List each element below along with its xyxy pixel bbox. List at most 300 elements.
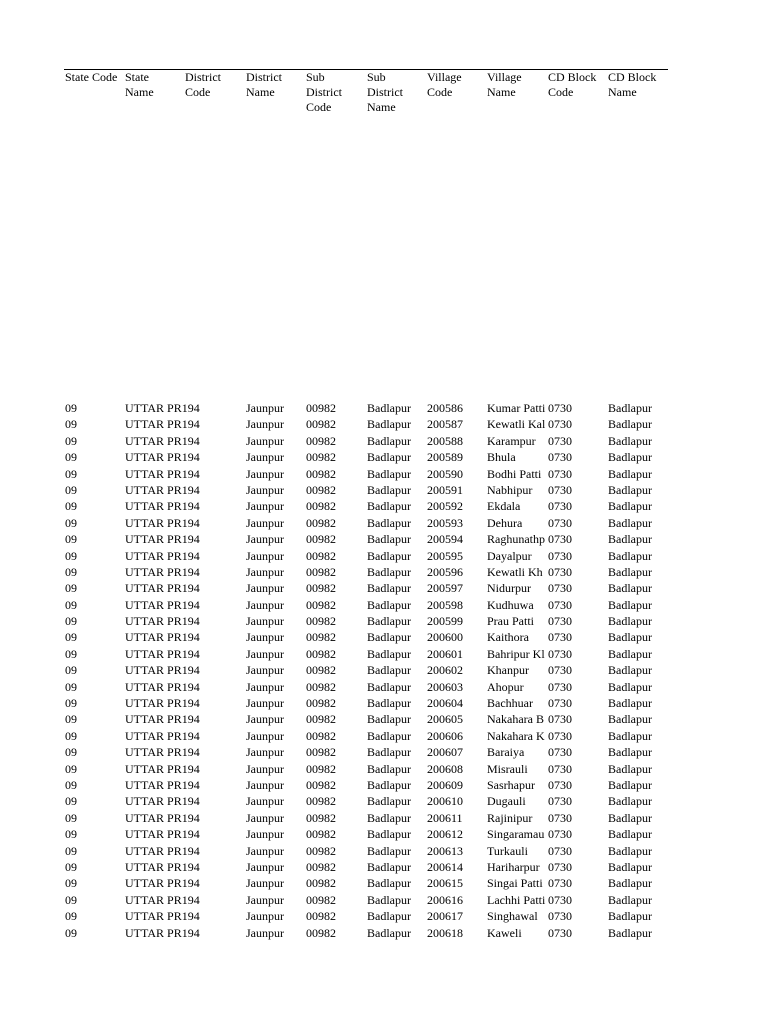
cell-village-code: 200605 bbox=[427, 712, 463, 727]
header-cd-block-code: CD Block Code bbox=[548, 70, 597, 99]
cell-sub-district-name: Badlapur bbox=[367, 646, 411, 661]
cell-state-name-district-code: UTTAR PR194 bbox=[125, 401, 200, 415]
cell-state-code: 09 bbox=[65, 745, 77, 760]
cell-state-code: 09 bbox=[65, 843, 77, 858]
cell-sub-district-code: 00982 bbox=[306, 843, 336, 858]
cell-cd-block-name: Badlapur bbox=[608, 909, 652, 924]
cell-state-name-district-code: UTTAR PR194 bbox=[125, 777, 200, 792]
cell-sub-district-code: 00982 bbox=[306, 712, 336, 727]
cell-village-code: 200602 bbox=[427, 663, 463, 678]
header-village-code: Village Code bbox=[427, 70, 462, 99]
cell-district-name: Jaunpur bbox=[246, 745, 284, 760]
table-row bbox=[0, 400, 768, 416]
cell-sub-district-name: Badlapur bbox=[367, 761, 411, 776]
cell-sub-district-code: 00982 bbox=[306, 827, 336, 842]
cell-cd-block-name: Badlapur bbox=[608, 482, 652, 497]
cell-district-name: Jaunpur bbox=[246, 892, 284, 907]
cell-state-name-district-code: UTTAR PR194 bbox=[125, 515, 200, 530]
cell-cd-block-code: 0730 bbox=[548, 482, 572, 497]
cell-sub-district-name: Badlapur bbox=[367, 482, 411, 497]
cell-cd-block-code: 0730 bbox=[548, 745, 572, 760]
cell-district-name: Jaunpur bbox=[246, 663, 284, 678]
cell-state-code: 09 bbox=[65, 663, 77, 678]
cell-district-name: Jaunpur bbox=[246, 564, 284, 579]
cell-state-name-district-code: UTTAR PR194 bbox=[125, 417, 200, 432]
cell-village-code: 200601 bbox=[427, 646, 463, 661]
cell-district-name: Jaunpur bbox=[246, 433, 284, 448]
cell-village-name: Sasrhapur bbox=[487, 777, 535, 792]
cell-state-code: 09 bbox=[65, 614, 77, 629]
table-row bbox=[0, 564, 768, 580]
cell-sub-district-name: Badlapur bbox=[367, 597, 411, 612]
cell-village-code: 200616 bbox=[427, 892, 463, 907]
cell-cd-block-code: 0730 bbox=[548, 564, 572, 579]
cell-state-name-district-code: UTTAR PR194 bbox=[125, 745, 200, 760]
cell-cd-block-code: 0730 bbox=[548, 794, 572, 809]
cell-village-name: Kaweli bbox=[487, 925, 522, 940]
table-row bbox=[0, 777, 768, 793]
cell-village-name: Singai Patti bbox=[487, 876, 543, 891]
cell-state-code: 09 bbox=[65, 761, 77, 776]
cell-sub-district-code: 00982 bbox=[306, 794, 336, 809]
cell-cd-block-code: 0730 bbox=[548, 728, 572, 743]
table-row bbox=[0, 482, 768, 498]
cell-village-name: Bhula bbox=[487, 450, 516, 465]
table-row bbox=[0, 416, 768, 432]
cell-state-code: 09 bbox=[65, 515, 77, 530]
cell-state-name-district-code: UTTAR PR194 bbox=[125, 597, 200, 612]
cell-cd-block-code: 0730 bbox=[548, 892, 572, 907]
cell-state-name-district-code: UTTAR PR194 bbox=[125, 614, 200, 629]
cell-sub-district-code: 00982 bbox=[306, 728, 336, 743]
cell-cd-block-code: 0730 bbox=[548, 466, 572, 481]
cell-village-code: 200609 bbox=[427, 777, 463, 792]
table-row bbox=[0, 875, 768, 891]
cell-village-name: Kewatli Kh bbox=[487, 564, 543, 579]
cell-state-code: 09 bbox=[65, 401, 77, 415]
cell-village-code: 200618 bbox=[427, 925, 463, 940]
cell-state-name-district-code: UTTAR PR194 bbox=[125, 728, 200, 743]
header-sub-district-code: Sub District Code bbox=[306, 70, 342, 114]
cell-cd-block-name: Badlapur bbox=[608, 433, 652, 448]
cell-state-code: 09 bbox=[65, 646, 77, 661]
cell-state-code: 09 bbox=[65, 581, 77, 596]
cell-sub-district-code: 00982 bbox=[306, 499, 336, 514]
cell-village-code: 200591 bbox=[427, 482, 463, 497]
table-row bbox=[0, 433, 768, 449]
cell-village-code: 200604 bbox=[427, 696, 463, 711]
table-row bbox=[0, 646, 768, 662]
table-row bbox=[0, 613, 768, 629]
cell-sub-district-code: 00982 bbox=[306, 761, 336, 776]
cell-state-name-district-code: UTTAR PR194 bbox=[125, 646, 200, 661]
header-state-code: State Code bbox=[65, 70, 118, 84]
cell-district-name: Jaunpur bbox=[246, 696, 284, 711]
cell-village-name: Baraiya bbox=[487, 745, 525, 760]
cell-sub-district-code: 00982 bbox=[306, 859, 336, 874]
cell-village-name: Turkauli bbox=[487, 843, 528, 858]
cell-sub-district-code: 00982 bbox=[306, 532, 336, 547]
table-body bbox=[0, 400, 768, 941]
cell-cd-block-code: 0730 bbox=[548, 859, 572, 874]
cell-village-name: Bodhi Patti bbox=[487, 466, 542, 481]
cell-cd-block-name: Badlapur bbox=[608, 876, 652, 891]
table-row bbox=[0, 597, 768, 613]
cell-sub-district-code: 00982 bbox=[306, 892, 336, 907]
cell-village-name: Prau Patti bbox=[487, 614, 534, 629]
cell-district-name: Jaunpur bbox=[246, 417, 284, 432]
cell-state-name-district-code: UTTAR PR194 bbox=[125, 433, 200, 448]
cell-cd-block-name: Badlapur bbox=[608, 466, 652, 481]
cell-district-name: Jaunpur bbox=[246, 761, 284, 776]
table-row bbox=[0, 711, 768, 727]
cell-cd-block-name: Badlapur bbox=[608, 646, 652, 661]
cell-district-name: Jaunpur bbox=[246, 614, 284, 629]
cell-cd-block-code: 0730 bbox=[548, 909, 572, 924]
cell-village-code: 200615 bbox=[427, 876, 463, 891]
cell-village-code: 200607 bbox=[427, 745, 463, 760]
cell-state-code: 09 bbox=[65, 827, 77, 842]
cell-village-name: Lachhi Patti bbox=[487, 892, 546, 907]
cell-cd-block-name: Badlapur bbox=[608, 401, 652, 415]
cell-state-name-district-code: UTTAR PR194 bbox=[125, 499, 200, 514]
cell-cd-block-name: Badlapur bbox=[608, 597, 652, 612]
cell-cd-block-code: 0730 bbox=[548, 712, 572, 727]
cell-cd-block-code: 0730 bbox=[548, 401, 572, 415]
cell-cd-block-name: Badlapur bbox=[608, 663, 652, 678]
cell-sub-district-code: 00982 bbox=[306, 646, 336, 661]
cell-district-name: Jaunpur bbox=[246, 466, 284, 481]
cell-state-code: 09 bbox=[65, 859, 77, 874]
cell-village-code: 200603 bbox=[427, 679, 463, 694]
cell-sub-district-name: Badlapur bbox=[367, 401, 411, 415]
cell-state-name-district-code: UTTAR PR194 bbox=[125, 876, 200, 891]
cell-cd-block-name: Badlapur bbox=[608, 532, 652, 547]
cell-sub-district-name: Badlapur bbox=[367, 630, 411, 645]
cell-state-name-district-code: UTTAR PR194 bbox=[125, 827, 200, 842]
cell-village-code: 200608 bbox=[427, 761, 463, 776]
cell-state-code: 09 bbox=[65, 433, 77, 448]
table-row bbox=[0, 548, 768, 564]
cell-village-name: Ahopur bbox=[487, 679, 524, 694]
table-row bbox=[0, 449, 768, 465]
cell-village-name: Karampur bbox=[487, 433, 536, 448]
cell-state-name-district-code: UTTAR PR194 bbox=[125, 810, 200, 825]
cell-cd-block-code: 0730 bbox=[548, 696, 572, 711]
cell-cd-block-name: Badlapur bbox=[608, 614, 652, 629]
cell-district-name: Jaunpur bbox=[246, 450, 284, 465]
cell-village-name: Nidurpur bbox=[487, 581, 531, 596]
cell-sub-district-name: Badlapur bbox=[367, 712, 411, 727]
header-district-name: District Name bbox=[246, 70, 282, 99]
cell-cd-block-name: Badlapur bbox=[608, 564, 652, 579]
cell-district-name: Jaunpur bbox=[246, 401, 284, 415]
table-row bbox=[0, 810, 768, 826]
cell-village-name: Khanpur bbox=[487, 663, 529, 678]
cell-state-name-district-code: UTTAR PR194 bbox=[125, 712, 200, 727]
cell-village-name: Hariharpur bbox=[487, 859, 540, 874]
cell-state-code: 09 bbox=[65, 417, 77, 432]
cell-state-code: 09 bbox=[65, 909, 77, 924]
cell-cd-block-name: Badlapur bbox=[608, 728, 652, 743]
cell-sub-district-code: 00982 bbox=[306, 925, 336, 940]
cell-village-name: Nakahara K bbox=[487, 728, 545, 743]
cell-sub-district-code: 00982 bbox=[306, 876, 336, 891]
cell-state-code: 09 bbox=[65, 892, 77, 907]
cell-village-name: Raghunathp bbox=[487, 532, 545, 547]
cell-state-code: 09 bbox=[65, 597, 77, 612]
cell-sub-district-name: Badlapur bbox=[367, 466, 411, 481]
cell-state-code: 09 bbox=[65, 450, 77, 465]
cell-village-code: 200617 bbox=[427, 909, 463, 924]
cell-sub-district-name: Badlapur bbox=[367, 663, 411, 678]
cell-village-name: Kewatli Kal bbox=[487, 417, 546, 432]
cell-cd-block-code: 0730 bbox=[548, 630, 572, 645]
cell-village-name: Singhawal bbox=[487, 909, 538, 924]
cell-cd-block-code: 0730 bbox=[548, 843, 572, 858]
cell-sub-district-name: Badlapur bbox=[367, 843, 411, 858]
table-row bbox=[0, 466, 768, 482]
table-row bbox=[0, 859, 768, 875]
cell-cd-block-code: 0730 bbox=[548, 417, 572, 432]
cell-state-name-district-code: UTTAR PR194 bbox=[125, 663, 200, 678]
table-row bbox=[0, 908, 768, 924]
cell-cd-block-code: 0730 bbox=[548, 581, 572, 596]
cell-state-name-district-code: UTTAR PR194 bbox=[125, 532, 200, 547]
cell-sub-district-name: Badlapur bbox=[367, 777, 411, 792]
cell-village-code: 200614 bbox=[427, 859, 463, 874]
cell-sub-district-name: Badlapur bbox=[367, 548, 411, 563]
cell-sub-district-code: 00982 bbox=[306, 614, 336, 629]
cell-village-code: 200599 bbox=[427, 614, 463, 629]
cell-cd-block-code: 0730 bbox=[548, 925, 572, 940]
cell-state-code: 09 bbox=[65, 794, 77, 809]
cell-village-code: 200586 bbox=[427, 401, 463, 415]
cell-district-name: Jaunpur bbox=[246, 679, 284, 694]
table-row bbox=[0, 679, 768, 695]
cell-sub-district-name: Badlapur bbox=[367, 564, 411, 579]
table-row bbox=[0, 826, 768, 842]
cell-cd-block-name: Badlapur bbox=[608, 892, 652, 907]
cell-cd-block-name: Badlapur bbox=[608, 450, 652, 465]
cell-sub-district-name: Badlapur bbox=[367, 810, 411, 825]
cell-cd-block-name: Badlapur bbox=[608, 581, 652, 596]
cell-village-code: 200597 bbox=[427, 581, 463, 596]
cell-sub-district-code: 00982 bbox=[306, 515, 336, 530]
cell-village-code: 200588 bbox=[427, 433, 463, 448]
cell-cd-block-name: Badlapur bbox=[608, 777, 652, 792]
header-sub-district-name: Sub District Name bbox=[367, 70, 403, 114]
cell-village-code: 200598 bbox=[427, 597, 463, 612]
cell-sub-district-code: 00982 bbox=[306, 597, 336, 612]
cell-state-code: 09 bbox=[65, 777, 77, 792]
cell-sub-district-name: Badlapur bbox=[367, 614, 411, 629]
cell-sub-district-name: Badlapur bbox=[367, 745, 411, 760]
cell-state-code: 09 bbox=[65, 876, 77, 891]
cell-cd-block-code: 0730 bbox=[548, 679, 572, 694]
cell-state-name-district-code: UTTAR PR194 bbox=[125, 696, 200, 711]
cell-state-name-district-code: UTTAR PR194 bbox=[125, 859, 200, 874]
table-row bbox=[0, 793, 768, 809]
table-row bbox=[0, 744, 768, 760]
cell-sub-district-name: Badlapur bbox=[367, 925, 411, 940]
cell-state-name-district-code: UTTAR PR194 bbox=[125, 909, 200, 924]
cell-state-code: 09 bbox=[65, 925, 77, 940]
cell-cd-block-code: 0730 bbox=[548, 663, 572, 678]
header-village-name: Village Name bbox=[487, 70, 522, 99]
cell-sub-district-code: 00982 bbox=[306, 909, 336, 924]
table-header-row bbox=[0, 70, 768, 120]
cell-village-code: 200611 bbox=[427, 810, 463, 825]
cell-cd-block-code: 0730 bbox=[548, 827, 572, 842]
cell-cd-block-code: 0730 bbox=[548, 450, 572, 465]
cell-sub-district-code: 00982 bbox=[306, 630, 336, 645]
cell-district-name: Jaunpur bbox=[246, 482, 284, 497]
cell-village-name: Kumar Patti bbox=[487, 401, 546, 415]
cell-district-name: Jaunpur bbox=[246, 532, 284, 547]
header-state-name: State Name bbox=[125, 70, 154, 99]
cell-district-name: Jaunpur bbox=[246, 712, 284, 727]
cell-cd-block-name: Badlapur bbox=[608, 712, 652, 727]
table-row bbox=[0, 580, 768, 596]
cell-state-name-district-code: UTTAR PR194 bbox=[125, 450, 200, 465]
cell-district-name: Jaunpur bbox=[246, 843, 284, 858]
cell-cd-block-name: Badlapur bbox=[608, 859, 652, 874]
cell-state-code: 09 bbox=[65, 712, 77, 727]
cell-village-code: 200610 bbox=[427, 794, 463, 809]
cell-village-name: Dayalpur bbox=[487, 548, 532, 563]
cell-village-code: 200587 bbox=[427, 417, 463, 432]
cell-cd-block-name: Badlapur bbox=[608, 630, 652, 645]
cell-sub-district-name: Badlapur bbox=[367, 581, 411, 596]
cell-village-code: 200593 bbox=[427, 515, 463, 530]
cell-state-name-district-code: UTTAR PR194 bbox=[125, 843, 200, 858]
table-row bbox=[0, 629, 768, 645]
header-cd-block-name: CD Block Name bbox=[608, 70, 657, 99]
cell-village-code: 200590 bbox=[427, 466, 463, 481]
table-row bbox=[0, 761, 768, 777]
cell-village-code: 200589 bbox=[427, 450, 463, 465]
cell-village-name: Nakahara B bbox=[487, 712, 544, 727]
cell-sub-district-name: Badlapur bbox=[367, 532, 411, 547]
cell-state-code: 09 bbox=[65, 696, 77, 711]
cell-cd-block-code: 0730 bbox=[548, 646, 572, 661]
cell-village-name: Ekdala bbox=[487, 499, 521, 514]
cell-cd-block-name: Badlapur bbox=[608, 499, 652, 514]
cell-village-code: 200613 bbox=[427, 843, 463, 858]
cell-cd-block-name: Badlapur bbox=[608, 827, 652, 842]
cell-sub-district-code: 00982 bbox=[306, 663, 336, 678]
table-row bbox=[0, 728, 768, 744]
cell-district-name: Jaunpur bbox=[246, 499, 284, 514]
cell-cd-block-name: Badlapur bbox=[608, 810, 652, 825]
cell-state-code: 09 bbox=[65, 466, 77, 481]
cell-village-code: 200595 bbox=[427, 548, 463, 563]
cell-state-code: 09 bbox=[65, 564, 77, 579]
cell-village-name: Dugauli bbox=[487, 794, 526, 809]
cell-cd-block-code: 0730 bbox=[548, 876, 572, 891]
cell-sub-district-code: 00982 bbox=[306, 745, 336, 760]
cell-cd-block-name: Badlapur bbox=[608, 843, 652, 858]
cell-district-name: Jaunpur bbox=[246, 777, 284, 792]
cell-sub-district-code: 00982 bbox=[306, 401, 336, 415]
cell-sub-district-code: 00982 bbox=[306, 810, 336, 825]
cell-village-code: 200592 bbox=[427, 499, 463, 514]
cell-state-name-district-code: UTTAR PR194 bbox=[125, 761, 200, 776]
cell-district-name: Jaunpur bbox=[246, 728, 284, 743]
cell-state-name-district-code: UTTAR PR194 bbox=[125, 466, 200, 481]
cell-village-name: Bahripur Kl bbox=[487, 646, 545, 661]
cell-district-name: Jaunpur bbox=[246, 630, 284, 645]
cell-sub-district-name: Badlapur bbox=[367, 433, 411, 448]
cell-state-code: 09 bbox=[65, 548, 77, 563]
cell-village-name: Rajinipur bbox=[487, 810, 533, 825]
table-row bbox=[0, 843, 768, 859]
cell-state-code: 09 bbox=[65, 482, 77, 497]
cell-state-code: 09 bbox=[65, 728, 77, 743]
cell-sub-district-name: Badlapur bbox=[367, 892, 411, 907]
cell-village-code: 200612 bbox=[427, 827, 463, 842]
cell-sub-district-code: 00982 bbox=[306, 679, 336, 694]
cell-cd-block-code: 0730 bbox=[548, 548, 572, 563]
cell-district-name: Jaunpur bbox=[246, 581, 284, 596]
cell-cd-block-name: Badlapur bbox=[608, 794, 652, 809]
cell-cd-block-name: Badlapur bbox=[608, 745, 652, 760]
cell-sub-district-name: Badlapur bbox=[367, 728, 411, 743]
cell-district-name: Jaunpur bbox=[246, 876, 284, 891]
cell-state-name-district-code: UTTAR PR194 bbox=[125, 482, 200, 497]
cell-sub-district-name: Badlapur bbox=[367, 679, 411, 694]
cell-state-code: 09 bbox=[65, 499, 77, 514]
cell-state-code: 09 bbox=[65, 810, 77, 825]
cell-state-name-district-code: UTTAR PR194 bbox=[125, 794, 200, 809]
cell-village-code: 200606 bbox=[427, 728, 463, 743]
cell-state-code: 09 bbox=[65, 630, 77, 645]
cell-cd-block-code: 0730 bbox=[548, 614, 572, 629]
cell-district-name: Jaunpur bbox=[246, 859, 284, 874]
cell-village-name: Misrauli bbox=[487, 761, 528, 776]
cell-village-name: Kaithora bbox=[487, 630, 529, 645]
cell-cd-block-name: Badlapur bbox=[608, 761, 652, 776]
cell-cd-block-code: 0730 bbox=[548, 597, 572, 612]
cell-sub-district-code: 00982 bbox=[306, 466, 336, 481]
cell-state-name-district-code: UTTAR PR194 bbox=[125, 679, 200, 694]
cell-state-name-district-code: UTTAR PR194 bbox=[125, 925, 200, 940]
cell-district-name: Jaunpur bbox=[246, 646, 284, 661]
cell-sub-district-name: Badlapur bbox=[367, 515, 411, 530]
cell-sub-district-code: 00982 bbox=[306, 417, 336, 432]
cell-cd-block-name: Badlapur bbox=[608, 515, 652, 530]
cell-district-name: Jaunpur bbox=[246, 827, 284, 842]
cell-cd-block-code: 0730 bbox=[548, 777, 572, 792]
cell-cd-block-name: Badlapur bbox=[608, 696, 652, 711]
table-row bbox=[0, 498, 768, 514]
cell-district-name: Jaunpur bbox=[246, 515, 284, 530]
cell-sub-district-code: 00982 bbox=[306, 581, 336, 596]
cell-district-name: Jaunpur bbox=[246, 794, 284, 809]
cell-sub-district-code: 00982 bbox=[306, 548, 336, 563]
cell-sub-district-name: Badlapur bbox=[367, 499, 411, 514]
table-row bbox=[0, 695, 768, 711]
cell-village-name: Nabhipur bbox=[487, 482, 533, 497]
cell-cd-block-name: Badlapur bbox=[608, 417, 652, 432]
header-district-code: District Code bbox=[185, 70, 221, 99]
cell-district-name: Jaunpur bbox=[246, 909, 284, 924]
cell-sub-district-code: 00982 bbox=[306, 433, 336, 448]
cell-sub-district-name: Badlapur bbox=[367, 450, 411, 465]
cell-state-code: 09 bbox=[65, 679, 77, 694]
cell-sub-district-code: 00982 bbox=[306, 564, 336, 579]
